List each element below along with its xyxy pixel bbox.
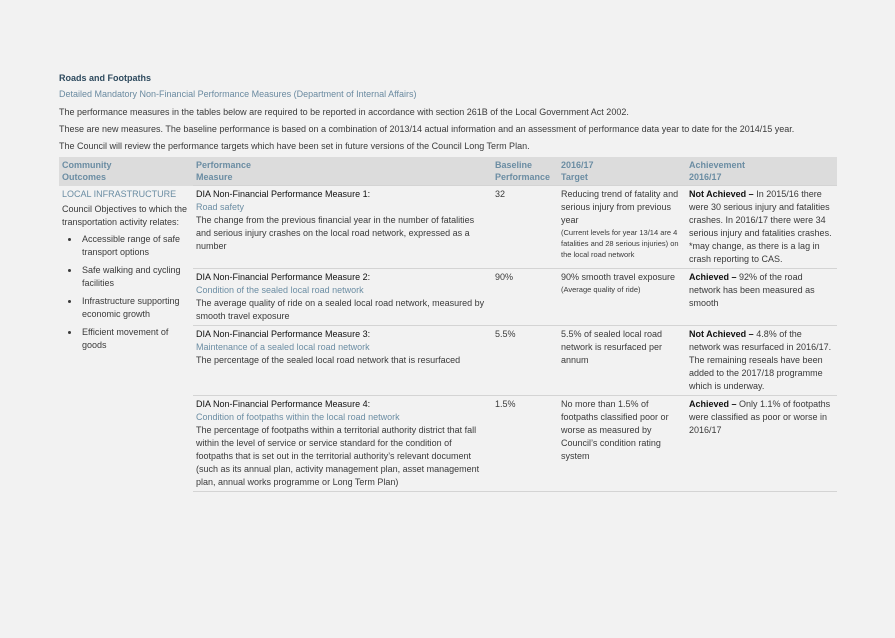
target-note: (Current levels for year 13/14 are 4 fatalities and 28 serious injuries) on the local road network <box>561 228 679 259</box>
header-community-outcomes: Community Outcomes <box>59 157 193 186</box>
outcome-list <box>62 233 190 352</box>
list-item: • Infrastructure supporting economic growth <box>80 295 190 321</box>
achievement-cell <box>686 396 837 492</box>
header-target: 2016/17 Target <box>558 157 686 186</box>
table-row <box>59 186 837 269</box>
header-block <box>59 72 837 157</box>
measure-topic: Maintenance of a sealed local road network <box>196 342 370 352</box>
target-cell <box>558 396 686 492</box>
list-item: • Accessible range of safe transport options <box>80 233 190 259</box>
measure-name: DIA Non-Financial Performance Measure 3: <box>196 329 371 339</box>
measure-description: The percentage of footpaths within a territorial authority district that fall within the level of service or service standard for the condition of footpaths that is set out in the territorial authority’s relevant document (such as its annual plan, activity management plan, asset management plan, annual works programme or Long Term Plan) <box>196 425 480 487</box>
measure-cell <box>193 269 492 326</box>
header-baseline: Baseline Performance <box>492 157 558 186</box>
target-text: No more than 1.5% of footpaths classified poor or worse as measured by Council’s condition rating system <box>561 399 669 461</box>
measure-description: The percentage of the sealed local road network that is resurfaced <box>196 355 461 365</box>
achievement-cell <box>686 269 837 326</box>
header-achievement: Achievement 2016/17 <box>686 157 837 186</box>
baseline-cell: 90% <box>492 269 558 326</box>
target-text: 5.5% of sealed local road network is resurfaced per annum <box>561 329 663 365</box>
table-header-row <box>59 157 837 186</box>
measure-topic: Condition of footpaths within the local road network <box>196 412 400 422</box>
measure-topic: Road safety <box>196 202 245 212</box>
measure-name: DIA Non-Financial Performance Measure 2: <box>196 272 371 282</box>
measure-cell <box>193 186 492 269</box>
baseline-cell: 32 <box>492 186 558 269</box>
achievement-note: *may change, as there is a lag in crash reporting to CAS. <box>689 241 820 264</box>
baseline-cell: 5.5% <box>492 326 558 396</box>
achievement-detail: Only 1.1% of footpaths were classified as poor or worse in 2016/17 <box>689 399 831 435</box>
outcome-heading: LOCAL INFRASTRUCTURE <box>62 188 177 199</box>
measure-description: The change from the previous financial year in the number of fatalities and serious injury crashes on the local road network, expressed as a number <box>196 215 475 251</box>
baseline-cell: 1.5% <box>492 396 558 492</box>
header-performance-measure: Performance Measure <box>193 157 492 186</box>
achievement-status: Achieved – <box>689 399 737 409</box>
intro-paragraph-2: These are new measures. The baseline performance is based on a combination of 2013/14 actual information and an assessment of performance data year to date for the 2014/15 year. <box>59 124 795 134</box>
measure-cell <box>193 396 492 492</box>
achievement-status: Not Achieved – <box>689 329 754 339</box>
target-note: (Average quality of ride) <box>561 285 641 294</box>
intro-paragraph-1: The performance measures in the tables below are required to be reported in accordance with section 261B of the Local Government Act 2002. <box>59 107 629 117</box>
achievement-text <box>689 328 834 393</box>
measure-cell <box>193 326 492 396</box>
achievement-cell <box>686 326 837 396</box>
measure-name: DIA Non-Financial Performance Measure 4: <box>196 399 371 409</box>
achievement-detail: 92% of the road network has been measured as smooth <box>689 272 815 308</box>
list-item: • Efficient movement of goods <box>80 326 190 352</box>
achievement-status: Achieved – <box>689 272 737 282</box>
outcome-text: Council Objectives to which the transportation activity relates: <box>62 203 188 227</box>
target-cell <box>558 326 686 396</box>
target-text: 90% smooth travel exposure <box>561 272 676 282</box>
achievement-text <box>689 398 834 437</box>
list-item: • Safe walking and cycling facilities <box>80 264 190 290</box>
measure-description: The average quality of ride on a sealed local road network, measured by smooth travel exposure <box>196 298 485 321</box>
achievement-detail: 4.8% of the network was resurfaced in 2016/17. The remaining reseals have been added to the 2017/18 programme which is underway. <box>689 329 832 391</box>
achievement-cell <box>686 186 837 269</box>
community-outcomes-cell <box>59 186 193 492</box>
measure-topic: Condition of the sealed local road network <box>196 285 364 295</box>
achievement-text <box>689 271 834 310</box>
section-subtitle: Detailed Mandatory Non-Financial Performance Measures (Department of Internal Affairs) <box>59 89 417 99</box>
section-title: Roads and Footpaths <box>59 73 151 83</box>
achievement-status: Not Achieved – <box>689 189 754 199</box>
achievement-text <box>689 188 834 240</box>
target-text: Reducing trend of fatality and serious injury from previous year <box>561 189 679 225</box>
achievement-detail: In 2015/16 there were 30 serious injury and fatalities crashes. In 2016/17 there were 34 serious injury and fatalities crashes. <box>689 189 832 238</box>
target-cell <box>558 186 686 269</box>
performance-table <box>59 157 837 492</box>
measure-name: DIA Non-Financial Performance Measure 1: <box>196 189 371 199</box>
intro-paragraph-3: The Council will review the performance targets which have been set in future versions of the Council Long Term Plan. <box>59 141 530 151</box>
target-cell <box>558 269 686 326</box>
